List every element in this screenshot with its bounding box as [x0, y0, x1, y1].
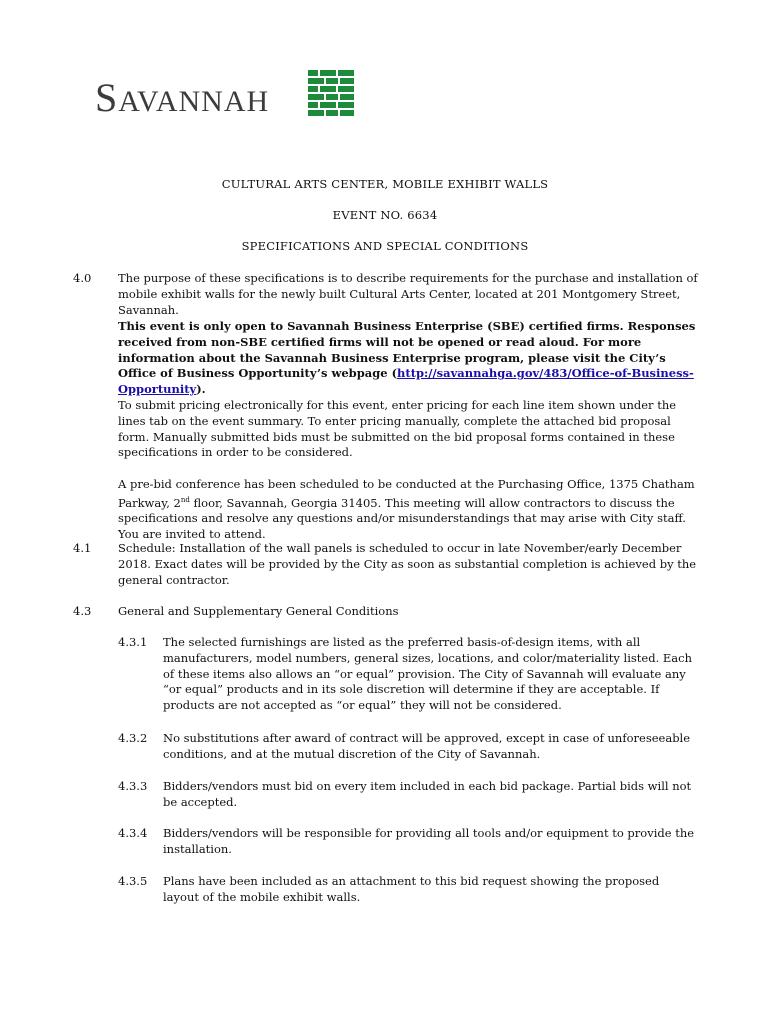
pricing-paragraph: To submit pricing electronically for this event, enter pricing for each line item shown under the lines tab on the event summary. To enter pricing manually, complete the attached bid proposal form. Manually submitted bids must be submitted on the bid proposal forms contained in these specifications in order to be considered. — [118, 398, 677, 460]
section-heading: SPECIFICATIONS AND SPECIAL CONDITIONS — [241, 239, 529, 253]
item-text: The selected furnishings are listed as the preferred basis-of-design items, with all manufacturers, model numbers, general sizes, locations, and color/materiality listed. Each of these items also allows an “or equal” provision. The City of Savannah will evaluate any “or equal” products and in its sole discretion will determine if they are acceptable. If products are not accepted as “or equal” they will not be considered. — [163, 635, 692, 713]
item-number: 4.3.4 — [118, 826, 148, 840]
prebid-text-end: floor, Savannah, Georgia 31405. This meeting will allow contractors to discuss the specifications and resolve any questions and/or misunderstandings that may arise with City staff. You are invited to attend. — [118, 495, 686, 542]
prebid-paragraph — [118, 477, 698, 543]
item-number: 4.3.1 — [118, 635, 148, 649]
schedule-paragraph: Schedule: Installation of the wall panels is scheduled to occur in late November/early December 2018. Exact dates will be provided by the City as soon as substantial completion is achieved by the general contractor. — [118, 541, 697, 587]
event-number: EVENT NO. 6634 — [332, 208, 438, 222]
ordinal-suffix: nd — [180, 495, 190, 504]
item-text: Plans have been included as an attachment to this bid request showing the proposed layout of the mobile exhibit walls. — [163, 874, 660, 904]
prebid-text: A pre-bid conference has been scheduled to be conducted at the Purchasing Office, 1375 Chatham Parkway, 2 — [118, 477, 695, 510]
item-number: 4.3.3 — [118, 779, 148, 793]
section-number: 4.0 — [73, 271, 92, 285]
sbe-text-end: ). — [196, 382, 206, 397]
item-text: No substitutions after award of contract will be approved, except in case of unforeseeable conditions, and at the mutual discretion of the City of Savannah. — [163, 731, 691, 761]
document-title: CULTURAL ARTS CENTER, MOBILE EXHIBIT WALLS — [221, 177, 549, 191]
city-brick-logo-icon — [308, 70, 358, 120]
item-number: 4.3.2 — [118, 731, 148, 745]
item-text: Bidders/vendors must bid on every item included in each bid package. Partial bids will not be accepted. — [163, 779, 692, 809]
section-number: 4.3 — [73, 604, 92, 618]
business-opportunity-link[interactable]: http://savannahga.gov/483/Office-of-Business-Opportunity — [118, 366, 694, 397]
item-number: 4.3.5 — [118, 874, 148, 888]
purpose-paragraph: The purpose of these specifications is to describe requirements for the purchase and installation of mobile exhibit walls for the newly built Cultural Arts Center, located at 201 Montgomery Street, Savannah. — [118, 271, 698, 317]
sbe-paragraph — [118, 319, 698, 398]
savannah-logo — [95, 70, 365, 120]
item-text: Bidders/vendors will be responsible for providing all tools and/or equipment to provide the installation. — [163, 826, 695, 856]
sbe-text: This event is only open to Savannah Business Enterprise (SBE) certified firms. Responses received from non-SBE certified firms will not be opened or read aloud. For more information about the Savannah Business Enterprise program, please visit the City’s Office of Business Opportunity’s webpage ( — [118, 319, 696, 381]
section-number: 4.1 — [73, 541, 92, 555]
logo-wordmark: SAVANNAH — [95, 75, 270, 120]
conditions-title: General and Supplementary General Conditions — [118, 604, 399, 618]
